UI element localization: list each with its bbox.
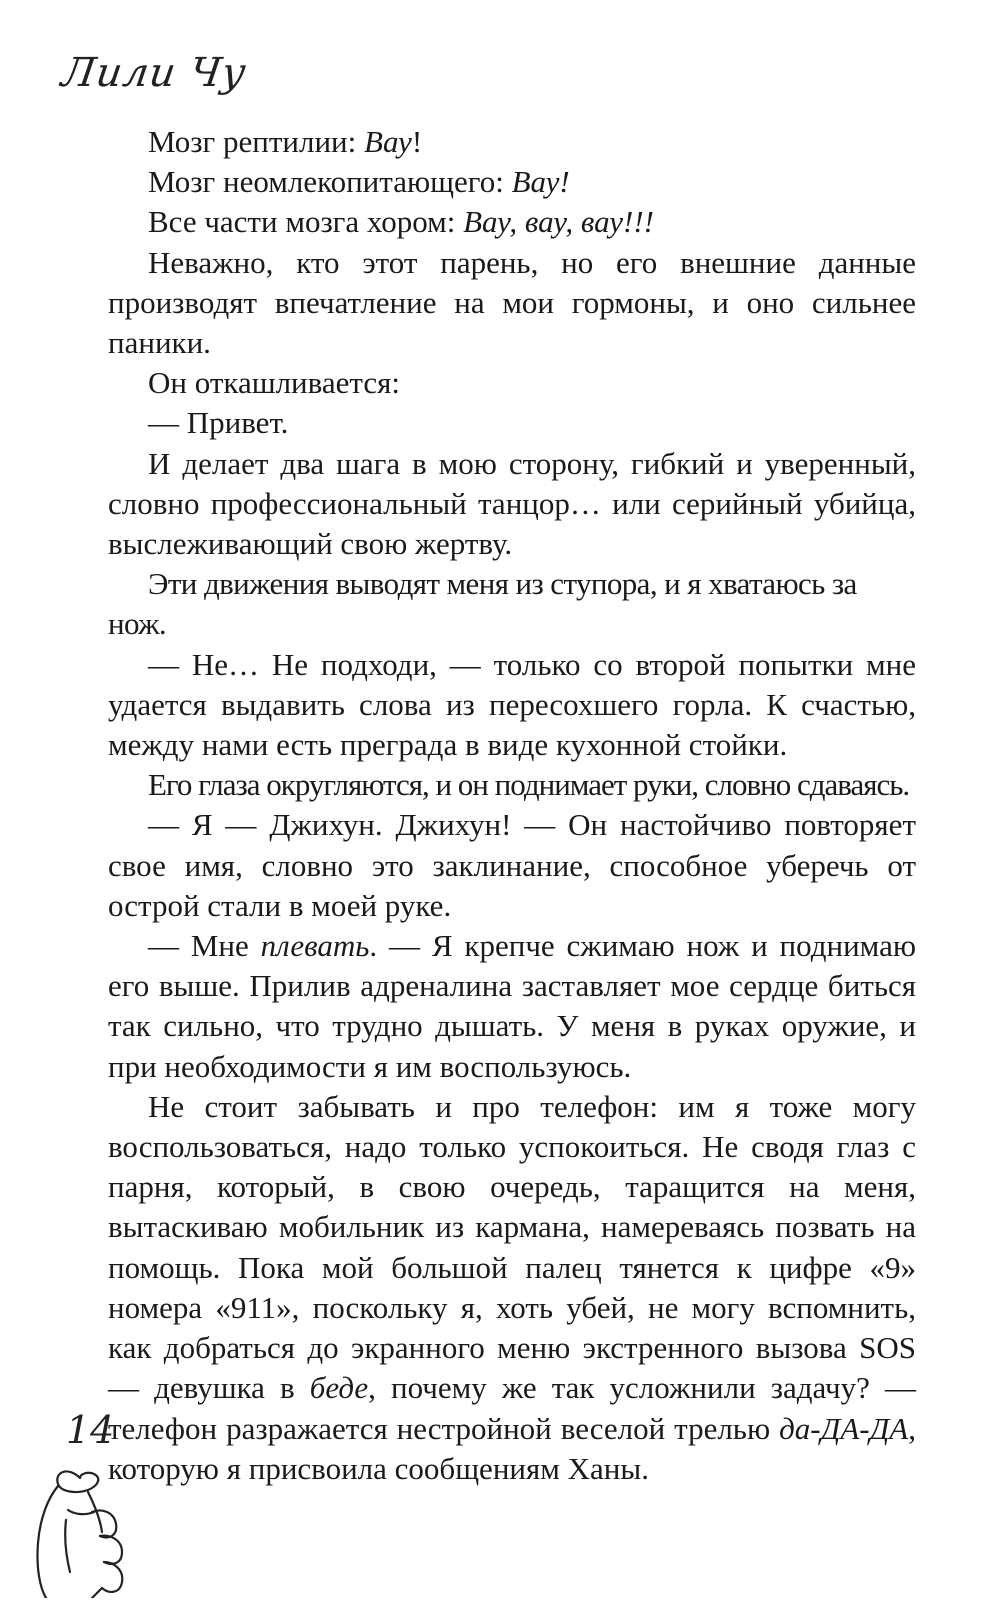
paragraph: Его глаза округляются, и он поднимает руки, словно сдаваясь.: [148, 767, 910, 803]
page-number: 14: [66, 1408, 115, 1452]
paragraph: — Привет.: [148, 405, 289, 441]
running-header-author: Лили Чу: [58, 50, 250, 96]
paragraph: Все части мозга хором: Вау, вау, вау!!!: [148, 204, 654, 240]
paragraph: — Мне плевать. — Я крепче сжимаю нож и поднимаю его выше. Прилив адреналина заставляет мое сердце биться так сильно, что трудно дышать. У меня в руках оружие, и при необходимости я им воспользуюсь.: [108, 928, 916, 1084]
paragraph: И делает два шага в мою сторону, гибкий и уверенный, словно профессиональный танцор… или серийный убийца, выслеживающий свою жертву.: [108, 445, 916, 562]
paragraph: — Не… Не подходи, — только со второй попытки мне удается выдавить слова из пересохшего горла. К счастью, между нами есть преграда в виде кухонной стойки.: [108, 646, 916, 763]
paragraph: Не стоит забывать и про телефон: им я тоже могу воспользоваться, надо только успокоиться. Не сводя глаз с парня, который, в свою очередь, таращится на меня, вытаскиваю мобильник из кармана, намереваясь позвать на помощь. Пока мой большой палец тянется к цифре «9» номера «911», поскольку я, хоть убей, не могу вспомнить, как добраться до экранного меню экстренного вызова SOS — девушка в беде, почему же так усложнили задачу? — телефон разражается нестройной веселой трелью да-ДА-ДА, которую я присвоила сообщениям Ханы.: [108, 1088, 916, 1486]
paragraph: Эти движения выводят меня из ступора, и я хватаюсь за нож.: [108, 566, 857, 642]
paragraph: Неважно, кто этот парень, но его внешние данные производят впечатление на мои гормоны, и оно сильнее паники.: [108, 244, 916, 361]
paragraph: Мозг неомлекопитающего: Вау!: [148, 164, 570, 200]
paragraph: Мозг рептилии: Вау!: [148, 124, 423, 159]
body-text: [108, 122, 916, 1489]
finger-heart-hand-icon: [28, 1448, 138, 1603]
paragraph: Он откашливается:: [148, 365, 400, 401]
paragraph: — Я — Джихун. Джихун! — Он настойчиво повторяет свое имя, словно это заклинание, способное уберечь от острой стали в моей руке.: [108, 807, 916, 923]
